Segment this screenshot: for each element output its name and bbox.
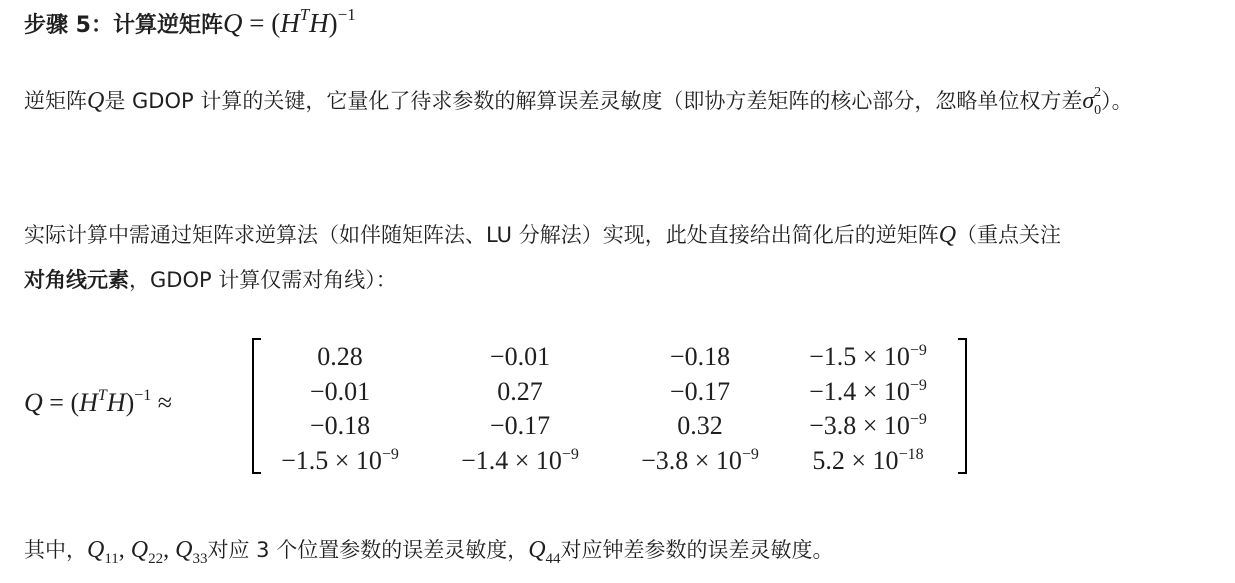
matrix-row — [260, 444, 962, 479]
section-heading — [24, 5, 356, 39]
paragraph-inverse-matrix-intro: 逆矩阵Q是 GDOP 计算的关键，它量化了待求参数的解算误差灵敏度（即协方差矩阵的核心部分，忽略单位权方差$\sigma^2_0$）。 — [24, 85, 1133, 118]
matrix-cell: −0.01 — [489, 342, 551, 371]
matrix-body — [260, 340, 962, 478]
matrix-cell: −0.18 — [669, 342, 731, 371]
matrix-cell: $-3.8 \times 10^{-9}$ — [809, 411, 927, 440]
heading-formula: $Q = (H^TH)^{-1}$ — [222, 5, 356, 38]
matrix-cell: −0.17 — [669, 376, 731, 406]
matrix-cell: −0.01 — [309, 376, 371, 406]
matrix-cell: $5.2 \times 10^{-18}$ — [812, 445, 924, 475]
matrix-cell: $-3.8 \times 10^{-9}$ — [641, 445, 759, 475]
matrix-cell: −0.18 — [309, 411, 371, 440]
paragraph-computation-note: 实际计算中需通过矩阵求逆算法（如伴随矩阵法、LU 分解法）实现，此处直接给出简化后的逆矩阵Q（重点关注 对角线元素，GDOP 计算仅需对角线）： — [24, 222, 1062, 292]
matrix-cell: $-1.5 \times 10^{-9}$ — [809, 342, 927, 371]
matrix-cell: $-1.4 \times 10^{-9}$ — [809, 376, 927, 406]
matrix-cell: 0.28 — [317, 342, 363, 371]
equation-lhs: $Q = (H^TH)^{-1}$ ≈ — [24, 387, 173, 417]
matrix-cell: 0.32 — [677, 411, 723, 440]
bold-diagonal-elements: 对角线元素 — [24, 268, 129, 292]
matrix-cell: $-1.5 \times 10^{-9}$ — [281, 445, 399, 475]
matrix-cell: −0.17 — [489, 411, 551, 440]
paragraph-diagonal-explanation: 其中，$Q_{11}$, $Q_{22}$, $Q_{33}$对应 3 个位置参数的误差灵敏度，$Q_{44}$对应钟差参数的误差灵敏度。 — [24, 537, 834, 567]
matrix-row — [260, 409, 962, 444]
matrix-row — [260, 340, 962, 375]
heading-text: 步骤 5：计算逆矩阵 — [24, 13, 223, 38]
matrix-cell: 0.27 — [497, 376, 543, 406]
matrix-row — [260, 375, 962, 410]
matrix-cell: $-1.4 \times 10^{-9}$ — [461, 445, 579, 475]
right-bracket — [958, 338, 967, 474]
